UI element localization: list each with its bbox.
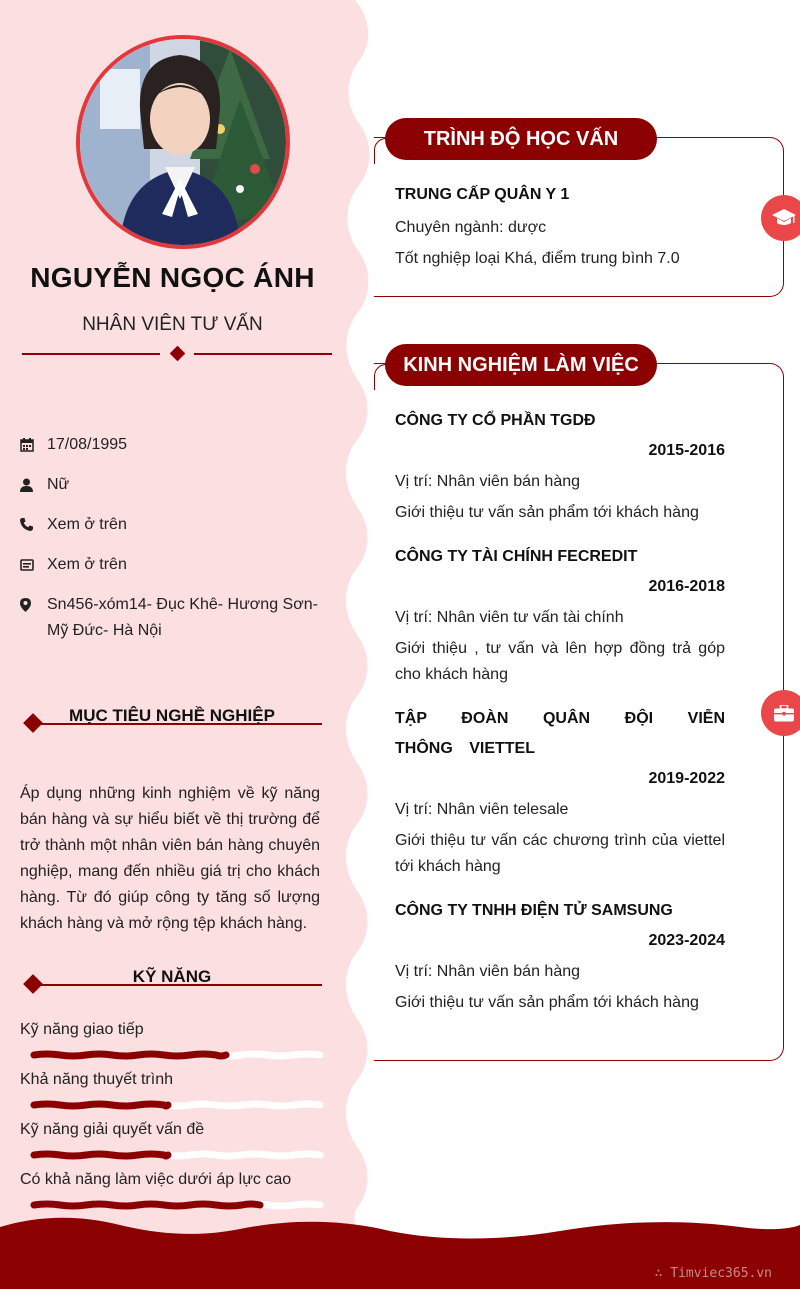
company-name: CÔNG TY TNHH ĐIỆN TỬ SAMSUNG bbox=[395, 902, 673, 919]
graduation-cap-icon bbox=[761, 195, 800, 241]
job-period: 2015-2016 bbox=[648, 442, 725, 459]
job-list bbox=[395, 406, 725, 1032]
phone-value: Xem ở trên bbox=[47, 516, 127, 533]
candidate-name: NGUYỄN NGỌC ÁNH bbox=[30, 262, 315, 293]
skills-list bbox=[20, 1018, 320, 1218]
skill-item bbox=[20, 1068, 320, 1118]
skill-level-bar bbox=[34, 1150, 320, 1160]
info-gender bbox=[20, 476, 320, 516]
education-section bbox=[374, 128, 784, 297]
education-title: TRÌNH ĐỘ HỌC VẤN bbox=[385, 118, 657, 160]
phone-icon bbox=[20, 516, 47, 536]
email-value: Xem ở trên bbox=[47, 556, 127, 573]
company-name: TẬP ĐOÀN QUÂN ĐỘI VIỄN THÔNG VIETTEL bbox=[395, 710, 725, 757]
gender-person-icon bbox=[20, 476, 47, 497]
skill-bar-fill bbox=[34, 1154, 168, 1156]
objective-text: Áp dụng những kinh nghiệm về kỹ năng bán hàng và sự hiểu biết về thị trường để trở thành một nhân viên bán hàng chuyên nghiệp, mang đến nhiều giá trị cho khách hàng. Từ đó giúp công ty tăng số lượng khách hàng và mở rộng tệp khách hàng. bbox=[20, 785, 320, 932]
skill-bar-fill bbox=[34, 1054, 226, 1056]
candidate-role: NHÂN VIÊN TƯ VẤN bbox=[82, 314, 263, 335]
objective-heading bbox=[22, 706, 322, 732]
skill-item bbox=[20, 1018, 320, 1068]
skill-bar-fill bbox=[34, 1104, 168, 1106]
brand-watermark: ∴ Timviec365.vn bbox=[654, 1266, 772, 1281]
education-major: Chuyên ngành: dược bbox=[395, 219, 547, 236]
job-item bbox=[395, 542, 725, 688]
left-sidebar bbox=[0, 0, 372, 1289]
contact-info bbox=[20, 436, 320, 644]
job-period: 2023-2024 bbox=[648, 932, 725, 949]
skill-name: Khả năng thuyết trình bbox=[20, 1071, 173, 1088]
job-description: Giới thiệu tư vấn các chương trình của viettel tới khách hàng bbox=[395, 832, 725, 875]
skill-name: Kỹ năng giải quyết vấn đề bbox=[20, 1121, 205, 1138]
job-position: Vị trí: Nhân viên bán hàng bbox=[395, 963, 581, 980]
skill-item bbox=[20, 1118, 320, 1168]
briefcase-icon bbox=[761, 690, 800, 736]
company-name: CÔNG TY CỔ PHẦN TGDĐ bbox=[395, 412, 596, 429]
location-pin-icon bbox=[20, 596, 47, 617]
job-period: 2019-2022 bbox=[648, 770, 725, 787]
job-item bbox=[395, 704, 725, 880]
job-position: Vị trí: Nhân viên tư vấn tài chính bbox=[395, 609, 624, 626]
profile-photo bbox=[80, 39, 286, 245]
experience-title: KINH NGHIỆM LÀM VIỆC bbox=[385, 344, 657, 386]
job-position: Vị trí: Nhân viên bán hàng bbox=[395, 473, 581, 490]
education-result: Tốt nghiệp loại Khá, điểm trung bình 7.0 bbox=[395, 250, 680, 267]
brand-text: Timviec365.vn bbox=[670, 1266, 772, 1281]
school-name: TRUNG CẤP QUÂN Y 1 bbox=[395, 186, 570, 203]
job-period: 2016-2018 bbox=[648, 578, 725, 595]
name-divider bbox=[22, 346, 332, 362]
objective-title: MỤC TIÊU NGHỀ NGHIỆP bbox=[69, 706, 275, 725]
info-phone bbox=[20, 516, 320, 556]
calendar-icon bbox=[20, 436, 47, 457]
job-position: Vị trí: Nhân viên telesale bbox=[395, 801, 569, 818]
company-name: CÔNG TY TÀI CHÍNH FECREDIT bbox=[395, 548, 638, 565]
job-description: Giới thiệu , tư vấn và lên hợp đồng trả góp cho khách hàng bbox=[395, 640, 725, 683]
job-description: Giới thiệu tư vấn sản phẩm tới khách hàng bbox=[395, 994, 699, 1011]
address-value: Sn456-xóm14- Đục Khê- Hương Sơn- Mỹ Đức- Hà Nội bbox=[47, 596, 318, 639]
skills-title: KỸ NĂNG bbox=[132, 967, 212, 986]
email-icon bbox=[20, 556, 47, 576]
skill-name: Kỹ năng giao tiếp bbox=[20, 1021, 144, 1038]
info-birthday bbox=[20, 436, 320, 476]
skill-level-bar bbox=[34, 1100, 320, 1110]
info-email bbox=[20, 556, 320, 596]
job-description: Giới thiệu tư vấn sản phẩm tới khách hàng bbox=[395, 504, 699, 521]
info-address bbox=[20, 596, 320, 644]
skill-level-bar bbox=[34, 1050, 320, 1060]
experience-section bbox=[374, 354, 784, 1061]
birthday-value: 17/08/1995 bbox=[47, 436, 128, 453]
skill-name: Có khả năng làm việc dưới áp lực cao bbox=[20, 1171, 292, 1188]
job-item bbox=[395, 896, 725, 1016]
skills-heading bbox=[22, 967, 322, 993]
gender-value: Nữ bbox=[47, 476, 70, 493]
job-item bbox=[395, 406, 725, 526]
avatar bbox=[76, 35, 290, 249]
